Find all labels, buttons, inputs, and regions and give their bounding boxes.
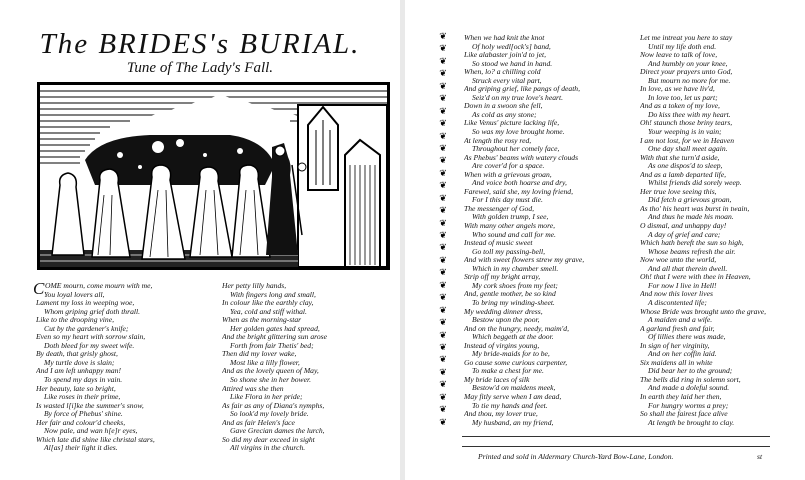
verse-line: Lament my loss in weeping woe, [36, 299, 135, 308]
verse-line: A garland fresh and fair, [640, 324, 715, 333]
fleuron-icon: ❦ [439, 192, 447, 203]
fleuron-icon: ❦ [439, 130, 447, 141]
drop-capital: C [33, 279, 45, 298]
verse-line: For I this day must die. [472, 196, 543, 205]
fleuron-icon: ❦ [439, 279, 447, 290]
verse-line: When as the morning-star [222, 316, 302, 325]
verse-line: A discontented life; [648, 298, 707, 307]
verse-line: Strip off my bright array, [464, 273, 541, 282]
verse-line: And voice both hoarse and dry, [472, 179, 567, 188]
fleuron-icon: ❦ [439, 366, 447, 377]
verse-line: Her golden gates had spread, [230, 324, 320, 333]
verse-line: And the bright glittering sun arose [222, 333, 327, 342]
verse-line: So was my love brought home. [472, 128, 565, 137]
imprint-line: Printed and sold in Aldermary Church-Yard Bow-Lane, London. [478, 452, 674, 461]
verse-line: Of holy wedl[ock's] band, [472, 42, 551, 51]
verse-line: The bells did ring in solemn sort, [640, 375, 741, 384]
verse-line: Your weeping is in vain; [648, 128, 722, 137]
fleuron-icon: ❦ [439, 105, 447, 116]
fleuron-icon: ❦ [439, 329, 447, 340]
left-page [0, 0, 400, 480]
fleuron-icon: ❦ [439, 341, 447, 352]
verse-line: Whom griping grief doth thrall. [44, 307, 140, 316]
verse-line: Bestow'd on maidens meek, [472, 384, 556, 393]
verse-line: So shone she in her bower. [230, 376, 311, 385]
verse-line: And made a doleful sound. [648, 384, 730, 393]
verse-line: For now I live in Hell! [648, 281, 717, 290]
verse-line: Attired was she then [222, 384, 284, 393]
verse-line: And on the hungry, needy, maim'd, [464, 324, 569, 333]
fleuron-icon: ❦ [439, 416, 447, 427]
verse-line: And I am left unhappy man! [36, 367, 121, 376]
verse-column-4 [640, 34, 805, 427]
fleuron-icon: ❦ [439, 217, 447, 228]
verse-line: Doth bleed for my sweet wife. [44, 341, 135, 350]
verse-line: For hungry worms a prey; [648, 401, 729, 410]
verse-line: Bestow upon the poor, [472, 316, 540, 325]
verse-line: Whose beams refresh the air. [648, 247, 736, 256]
fleuron-icon: ❦ [439, 155, 447, 166]
fleuron-icon: ❦ [439, 180, 447, 191]
verse-line: So shall the fairest face alive [640, 410, 728, 419]
verse-line: And humbly on your knee, [648, 59, 728, 68]
verse-line: Whilst friends did sorely weep. [648, 179, 742, 188]
verse-line: My bride laces of silk [464, 375, 530, 384]
verse-line: When, lo? a chilling cold [464, 68, 541, 77]
verse-line: And thus he made his moan. [648, 213, 734, 222]
verse-line: When with a grievous groan, [464, 170, 552, 179]
verse-line: Now pale, and wan h[e]r eyes, [44, 427, 138, 436]
fleuron-icon: ❦ [439, 317, 447, 328]
verse-line: And griping grief, like pangs of death, [464, 85, 581, 94]
verse-line: Oh! staunch those briny tears, [640, 119, 733, 128]
fleuron-icon: ❦ [439, 167, 447, 178]
verse-line: Until my life doth end. [648, 42, 717, 51]
imprint-rule-bottom [462, 446, 770, 447]
verse-line: With golden trump, I see, [472, 213, 549, 222]
verse-line: And with sweet flowers strew my grave, [464, 256, 585, 265]
verse-line: And as a token of my love, [640, 102, 720, 111]
verse-line: Like Venus' picture lacking life, [464, 119, 560, 128]
verse-line: And as a lamb departed life, [640, 170, 727, 179]
verse-line: Go toll my passing-bell, [472, 247, 545, 256]
fleuron-icon: ❦ [439, 142, 447, 153]
verse-line: Six maidens all in white [640, 358, 713, 367]
fleuron-icon: ❦ [439, 254, 447, 265]
fleuron-icon: ❦ [439, 31, 447, 41]
fleuron-icon: ❦ [439, 242, 447, 253]
verse-line: Al[as] their light it dies. [44, 444, 118, 453]
verse-line: A day of grief and care; [648, 230, 721, 239]
verse-line: O dismal, and unhappy day! [640, 222, 727, 231]
verse-line: At length be brought to clay. [648, 418, 735, 427]
verse-line: Cut by the gardener's knife; [44, 324, 129, 333]
verse-line: Did fetch a grievous groan, [648, 196, 732, 205]
verse-line: Down in a swoon she fell, [464, 102, 543, 111]
verse-line: In love too, let us part; [648, 93, 718, 102]
verse-line: To make a chest for me. [472, 367, 544, 376]
verse-column-1 [36, 282, 216, 453]
verse-line: In love, as we have liv'd, [640, 85, 715, 94]
verse-line: With many other angels more, [464, 222, 556, 231]
verse-line: OME mourn, come mourn with me, [45, 282, 153, 290]
verse-line: And now this lover lives [640, 290, 713, 299]
verse-line: Yea, cold and stiff withal. [230, 307, 307, 316]
verse-line: Did bear her to the ground; [648, 367, 733, 376]
verse-line: Which late did shine like christal stars, [36, 435, 155, 444]
verse-line: Farewel, said she, my loving friend, [464, 187, 573, 196]
fleuron-icon: ❦ [439, 292, 447, 303]
ballad-title: The BRIDES's BURIAL. [39, 28, 361, 60]
ornamental-border [436, 32, 450, 427]
verse-line: Seiz'd on my true love's heart. [472, 93, 563, 102]
verse-line: In sign of her virginity, [640, 341, 710, 350]
verse-line: Do kiss thee with my heart. [648, 110, 731, 119]
verse-line: As cold as any stone; [472, 110, 537, 119]
verse-line: One day shall meet again. [648, 145, 728, 154]
fleuron-icon: ❦ [439, 55, 447, 66]
verse-line: In earth they laid her then, [640, 392, 722, 401]
verse-line: Throughout her comely face, [472, 145, 560, 154]
verse-line: In colour like the earthly clay, [222, 299, 314, 308]
verse-line: My turtle dove is slain; [44, 358, 115, 367]
verse-line: At length the rosy red, [464, 136, 532, 145]
verse-line: And all that therein dwell. [648, 264, 728, 273]
verse-line: Instead of music sweet [464, 239, 533, 248]
verse-line: The messenger of God, [464, 204, 535, 213]
verse-line: You loyal lovers all, [44, 290, 105, 299]
verse-line: To bring my winding-sheet. [472, 298, 555, 307]
funeral-woodcut-illustration [37, 82, 390, 270]
verse-column-2 [222, 282, 402, 453]
verse-line: Like roses in their prime, [44, 393, 121, 402]
verse-line: So stood we hand in hand. [472, 59, 553, 68]
verse-line: Are cover'd for a space. [472, 162, 545, 171]
fleuron-icon: ❦ [439, 391, 447, 402]
verse-line: Even so my heart with sorrow slain, [36, 333, 146, 342]
fleuron-icon: ❦ [439, 118, 447, 129]
verse-line: By force of Phebus' shine. [44, 410, 123, 419]
verse-line: So did my dear exceed in sight [222, 435, 315, 444]
verse-line: As fair as any of Diana's nymphs, [222, 401, 325, 410]
verse-line: And thou, my lover true, [464, 410, 538, 419]
verse-line: Like Flora in her pride; [230, 393, 303, 402]
verse-line: And as the lovely queen of May, [222, 367, 319, 376]
page-number: st [757, 452, 763, 461]
verse-line: Like alabaster join'd to jet, [464, 51, 546, 60]
verse-line: Now leave to talk of love, [640, 51, 718, 60]
verse-line: A maiden and a wife. [648, 316, 713, 325]
fleuron-icon: ❦ [439, 379, 447, 390]
verse-line: Is wasted l[i]ke the summer's snow, [36, 401, 144, 410]
verse-line: My wedding dinner dress, [464, 307, 543, 316]
verse-line: As tho' his heart was burst in twain, [640, 204, 750, 213]
verse-line: Let me intreat you here to stay [640, 34, 733, 42]
fleuron-icon: ❦ [439, 93, 447, 104]
verse-line: And on her coffin laid. [648, 350, 717, 359]
verse-line: So look'd my lovely bride. [230, 410, 309, 419]
verse-line: But mourn no more for me. [648, 76, 731, 85]
fleuron-icon: ❦ [439, 304, 447, 315]
verse-line: And, gentle mother, be so kind [464, 290, 556, 299]
verse-line: My cork shoes from my feet; [472, 281, 558, 290]
verse-line: Go cause some curious carpenter, [464, 358, 568, 367]
woodcut-drawing [40, 85, 387, 267]
verse-line: By death, that grisly ghost, [36, 350, 118, 359]
verse-line: All virgins in the church. [230, 444, 306, 453]
fleuron-icon: ❦ [439, 205, 447, 216]
verse-line: Most like a lilly flower, [230, 358, 300, 367]
verse-line: Gave Grecian dames the lurch, [230, 427, 325, 436]
verse-line: Struck every vital part, [472, 76, 542, 85]
verse-line: With fingers long and small, [230, 290, 316, 299]
verse-line: Like to the drooping vine, [36, 316, 114, 325]
verse-line: To tie my hands and feet. [472, 401, 548, 410]
verse-line: Instead of virgins young, [464, 341, 540, 350]
verse-line: Direct your prayers unto God, [640, 68, 733, 77]
fleuron-icon: ❦ [439, 68, 447, 79]
verse-line: Which beggeth at the door. [472, 333, 554, 342]
verse-line: Now woe unto the world, [640, 256, 717, 265]
verse-line: To spend my days in vain. [44, 376, 123, 385]
verse-line: Which hath bereft the sun so high, [640, 239, 744, 248]
verse-line: And as fair Helen's face [222, 418, 295, 427]
verse-column-3 [464, 34, 634, 427]
verse-line: I am not lost, for we in Heaven [640, 136, 735, 145]
verse-line: May fitly serve when I am dead, [464, 392, 562, 401]
ballad-tune: Tune of The Lady's Fall. [126, 60, 274, 76]
verse-line: Her beauty, late so bright, [36, 384, 116, 393]
verse-line: Her true love seeing this, [640, 187, 717, 196]
verse-line: As Phebus' beams with watery clouds [464, 153, 579, 162]
fleuron-icon: ❦ [439, 404, 447, 415]
fleuron-icon: ❦ [439, 43, 447, 54]
verse-line: Her petty lilly hands, [222, 282, 287, 290]
fleuron-icon: ❦ [439, 230, 447, 240]
verse-line: Who sound and call for me. [472, 230, 556, 239]
verse-line: My husband, an my friend, [472, 418, 554, 427]
verse-line: My bride-maids for to be, [472, 350, 550, 359]
verse-line: As one dispos'd to sleep, [648, 162, 723, 171]
fleuron-icon: ❦ [439, 354, 447, 365]
imprint-rule-top [462, 436, 770, 437]
verse-line: When we had knit the knot [464, 34, 545, 42]
fleuron-icon: ❦ [439, 80, 447, 91]
verse-line: Oh! that I were with thee in Heaven, [640, 273, 751, 282]
fleuron-icon: ❦ [439, 267, 447, 278]
verse-line: Whose Bride was brought unto the grave, [640, 307, 767, 316]
verse-line: Which in my chamber smell. [472, 264, 559, 273]
verse-line: Forth from fair Thetis' bed; [230, 341, 314, 350]
verse-line: Of lillies there was made, [648, 333, 726, 342]
verse-line: Then did my lover wake, [222, 350, 297, 359]
verse-line: With that she turn'd aside, [640, 153, 720, 162]
verse-line: Her fair and colour'd cheeks, [36, 418, 126, 427]
